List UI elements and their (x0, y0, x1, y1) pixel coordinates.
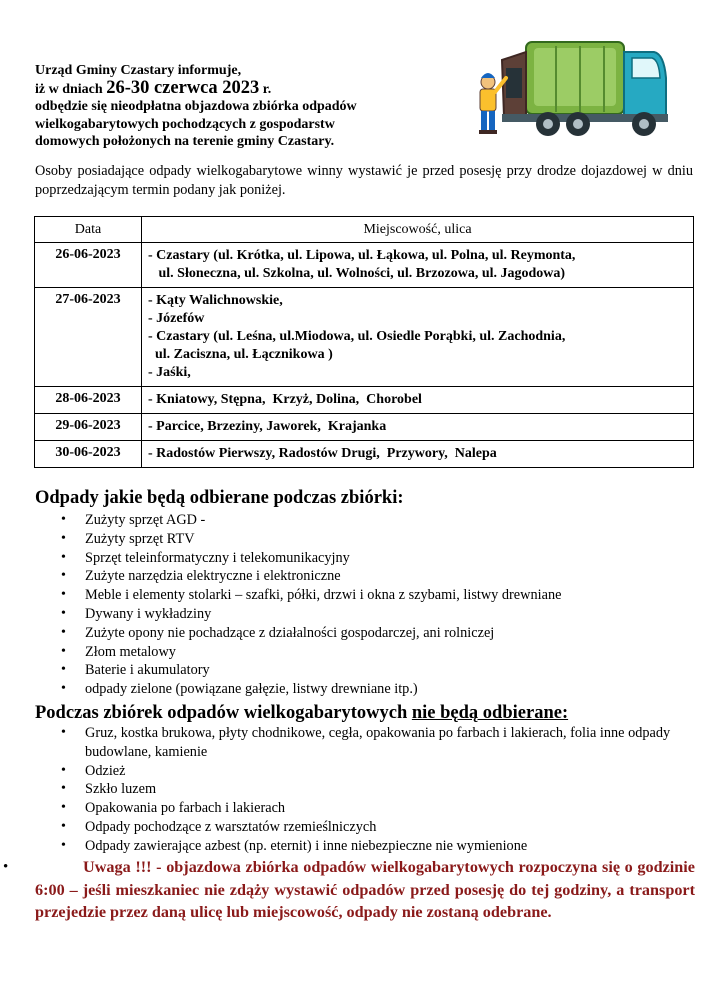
place-line: - Czastary (ul. Krótka, ul. Lipowa, ul. Łąkowa, ul. Polna, ul. Reymonta, (148, 248, 576, 263)
list-item: • Odpady pochodzące z warsztatów rzemieślniczych (35, 818, 675, 837)
rejected-title (35, 703, 568, 724)
row-places (142, 243, 694, 288)
place-line: - Czastary (ul. Leśna, ul.Miodowa, ul. Osiedle Porąbki, ul. Zachodnia, (148, 329, 566, 344)
table-row (35, 441, 694, 468)
place-line: - Jaśki, (148, 365, 191, 380)
warning-bullet: • (3, 859, 9, 875)
header-line-5: domowych położonych na terenie gminy Czastary. (35, 134, 335, 149)
list-item: • Odzież (35, 762, 675, 781)
row-date: 30-06-2023 (35, 441, 142, 468)
list-item: • Odpady zawierające azbest (np. eternit) i inne niebezpieczne nie wymienione (35, 837, 675, 856)
place-line: - Kniatowy, Stępna, Krzyż, Dolina, Chorobel (148, 392, 422, 407)
header-line-1: Urząd Gminy Czastary informuje, (35, 63, 242, 78)
row-places (142, 288, 694, 387)
table-row (35, 288, 694, 387)
schedule-body (35, 243, 694, 468)
row-date: 26-06-2023 (35, 243, 142, 288)
header-place: Miejscowość, ulica (142, 217, 694, 243)
rejected-title-underlined: nie będą odbierane: (411, 703, 569, 723)
place-line: ul. Słoneczna, ul. Szkolna, ul. Wolności, ul. Brzozowa, ul. Jagodowa) (148, 266, 566, 281)
list-item: • Dywany i wykładziny (35, 605, 675, 624)
list-item: • Zużyte opony nie pochadzące z działalności gospodarczej, ani rolniczej (35, 624, 675, 643)
header-dates: 26-30 czerwca 2023 (106, 77, 260, 98)
list-item: • Złom metalowy (35, 643, 675, 662)
place-line: - Kąty Walichnowskie, (148, 293, 283, 308)
row-date: 29-06-2023 (35, 414, 142, 441)
list-item: • Zużyte narzędzia elektryczne i elektroniczne (35, 567, 675, 586)
header-dates-prefix: iż w dniach (35, 81, 107, 97)
place-line: - Józefów (148, 311, 205, 326)
accepted-title: Odpady jakie będą odbierane podczas zbiórki: (35, 488, 404, 508)
table-row (35, 387, 694, 414)
warning-text (35, 856, 695, 924)
list-item: • Baterie i akumulatory (35, 661, 675, 680)
table-row (35, 243, 694, 288)
header-line-4: wielkogabarytowych pochodzących z gospodarstw (35, 116, 335, 132)
header-date: Data (35, 217, 142, 243)
intro-paragraph: Osoby posiadające odpady wielkogabarytowe winny wystawić je przed posesję przy drodze dojazdowej w dniu poprzedzającym termin podany jak poniżej. (35, 163, 693, 198)
notice-header (35, 62, 465, 151)
table-header-row (35, 217, 694, 243)
rejected-list (35, 724, 675, 856)
row-places (142, 387, 694, 414)
schedule-table (34, 216, 694, 468)
header-line-3: odbędzie się nieodpłatna objazdowa zbiórka odpadów (35, 99, 357, 114)
list-item: • Gruz, kostka brukowa, płyty chodnikowe, cegła, opakowania po farbach i lakierach, folia inne odpady budowlane, kamienie (35, 724, 675, 762)
list-item: • Sprzęt teleinformatyczny i telekomunikacyjny (35, 549, 675, 568)
row-places (142, 414, 694, 441)
list-item: • Meble i elementy stolarki – szafki, półki, drzwi i okna z szybami, listwy drewniane (35, 586, 675, 605)
list-item: • Zużyty sprzęt AGD - (35, 511, 675, 530)
table-row (35, 414, 694, 441)
header-dates-suffix: r. (259, 81, 272, 97)
row-date: 28-06-2023 (35, 387, 142, 414)
list-item: • Szkło luzem (35, 780, 675, 799)
header-line-2 (35, 77, 465, 99)
place-line: - Parcice, Brzeziny, Jaworek, Krajanka (148, 419, 387, 434)
place-line: - Radostów Pierwszy, Radostów Drugi, Przywory, Nalepa (148, 446, 497, 461)
warning-message: Uwaga !!! - objazdowa zbiórka odpadów wielkogabarytowych rozpoczyna się o godzinie 6:00 – jeśli mieszkaniec nie zdąży wystawić odpadów przed posesję do tej godziny, a transport przejedzie przez daną ulicę lub miejscowość, odpady nie zostaną odebrane. (35, 858, 695, 921)
list-item: • Zużyty sprzęt RTV (35, 530, 675, 549)
place-line: ul. Zaciszna, ul. Łącznikowa ) (148, 347, 333, 362)
row-date: 27-06-2023 (35, 288, 142, 387)
garbage-truck-with-worker-icon (468, 38, 670, 140)
accepted-list (35, 511, 675, 699)
row-places (142, 441, 694, 468)
list-item: • odpady zielone (powiązane gałęzie, listwy drewniane itp.) (35, 680, 675, 699)
list-item: • Opakowania po farbach i lakierach (35, 799, 675, 818)
rejected-title-text: Podczas zbiórek odpadów wielkogabarytowych (35, 703, 412, 723)
